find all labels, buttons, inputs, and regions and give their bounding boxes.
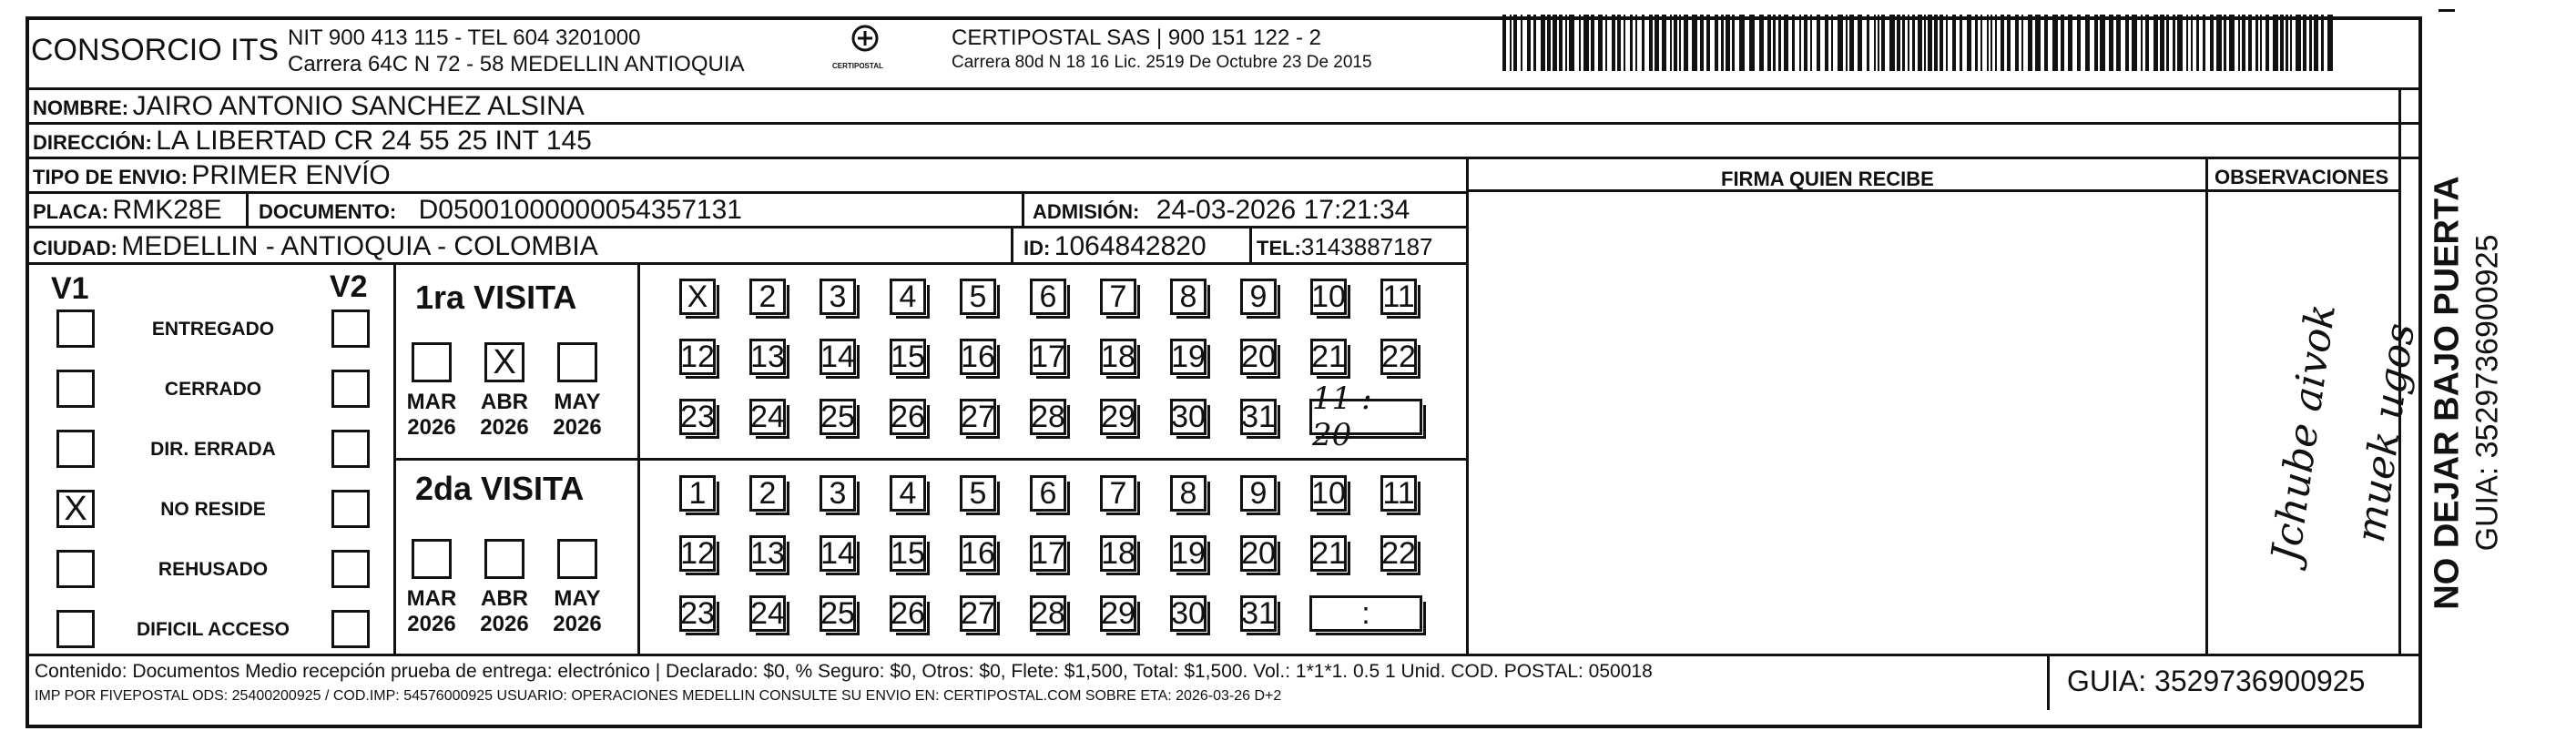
nombre-value: JAIRO ANTONIO SANCHEZ ALSINA (132, 91, 585, 121)
barcode-bar (2238, 15, 2240, 71)
barcode-bar (2061, 15, 2064, 71)
v1-checkbox-marked: X (56, 490, 95, 528)
visit1-title: 1ra VISITA (415, 279, 577, 316)
barcode-bar (2132, 15, 2137, 71)
v2-checkbox (331, 310, 370, 348)
visit2-month-year: 2026 (407, 612, 456, 636)
logo-text: CERTIPOSTAL (832, 62, 883, 70)
visit2-time-box: : (1309, 595, 1422, 632)
visit2-day-box: 9 (1240, 475, 1277, 512)
tel-row: TEL:3143887187 (1257, 233, 1433, 260)
barcode-bar (1908, 15, 1909, 71)
barcode-bar (1897, 15, 1900, 71)
visit2-day-box: 22 (1381, 535, 1416, 571)
barcode-bar (2035, 15, 2041, 71)
barcode-bar (1778, 15, 1781, 71)
visit1-day-box: 24 (750, 399, 785, 434)
barcode-bar (1924, 15, 1926, 71)
side-guia: GUIA: 3529736900925 (2469, 234, 2505, 552)
barcode-bar (1642, 15, 1644, 71)
visit1-day-box: 13 (750, 339, 785, 374)
barcode-bar (1502, 15, 1506, 71)
barcode-bar (1817, 15, 1820, 71)
barcode-bar (1881, 15, 1885, 71)
observaciones-handwriting-2: muek ugos (2347, 320, 2425, 546)
barcode-bar (2094, 15, 2098, 71)
v2-checkbox (331, 610, 370, 648)
barcode-bar (1649, 15, 1653, 71)
visit2-month-box (484, 539, 524, 579)
visit1-day-box: 10 (1311, 279, 1346, 314)
barcode-bar (2125, 15, 2129, 71)
barcode-bar (1547, 15, 1551, 71)
barcode-bar (2265, 15, 2269, 71)
barcode-bar (1804, 15, 1807, 71)
visit1-day-box: 12 (680, 339, 715, 374)
status-label: DIR. ERRADA (150, 439, 276, 460)
visit2-day-box: 24 (750, 595, 785, 631)
barcode-bar (1533, 15, 1536, 71)
visit1-day-box-marked: X (679, 279, 716, 315)
visit1-day-box: 20 (1241, 339, 1276, 374)
barcode-bar (1810, 15, 1812, 71)
visit1-month-year: 2026 (480, 415, 529, 440)
documento-value: D05001000000054357131 (418, 195, 742, 225)
visit1-time-box: 11 : 20 (1309, 399, 1422, 435)
barcode-bar (1527, 15, 1531, 71)
barcode-bar (1583, 15, 1589, 71)
barcode-bar (1784, 15, 1788, 71)
barcode-bar (1967, 15, 1971, 71)
barcode-bar (1715, 15, 1718, 71)
visit2-month-label: MAY (554, 586, 601, 611)
barcode-bar (1612, 15, 1615, 71)
barcode-bar (1767, 15, 1771, 71)
barcode-bar (2021, 15, 2023, 71)
barcode-bar (1980, 15, 1982, 71)
visit2-month-year: 2026 (553, 612, 602, 636)
tipo-row: TIPO DE ENVIO: PRIMER ENVÍO (33, 160, 391, 190)
barcode-bar (2145, 15, 2149, 71)
visit2-title: 2da VISITA (415, 470, 585, 507)
barcode-bar (2100, 15, 2105, 71)
barcode-bar (1521, 15, 1522, 71)
visit1-day-box: 6 (1030, 279, 1066, 315)
visit1-day-box: 15 (891, 339, 925, 374)
visit2-month-year: 2026 (480, 612, 529, 636)
visit2-day-box: 19 (1171, 535, 1206, 571)
visit1-day-box: 26 (891, 399, 925, 434)
barcode-bar (1912, 15, 1915, 71)
visit2-day-box: 16 (961, 535, 995, 571)
visit2-day-box: 27 (961, 595, 995, 631)
visit1-day-box: 19 (1171, 339, 1206, 374)
barcode-bar (2116, 15, 2121, 71)
barcode-bar (2280, 15, 2284, 71)
status-label: REHUSADO (158, 559, 269, 580)
barcode-bar (1624, 15, 1625, 71)
visit2-day-box: 5 (960, 475, 996, 512)
barcode-bar (1846, 15, 1848, 71)
visit2-day-box: 4 (890, 475, 926, 512)
barcode-bar (1553, 15, 1557, 71)
barcode-bar (1565, 15, 1567, 71)
barcode-bar (1510, 15, 1512, 71)
barcode-bar (2166, 15, 2169, 71)
placa-value: RMK28E (112, 195, 222, 225)
admision-row: ADMISIÓN: 24-03-2026 17:21:34 (1033, 195, 1410, 225)
v2-label: V2 (330, 269, 368, 304)
barcode-bar (2210, 15, 2214, 71)
barcode-bar (2141, 15, 2143, 71)
barcode-bar (1934, 15, 1938, 71)
tipo-value: PRIMER ENVÍO (191, 160, 391, 190)
barcode-bar (1513, 15, 1517, 71)
barcode-bar (2153, 15, 2158, 71)
barcode-bar (1889, 15, 1895, 71)
visit1-day-box: 7 (1100, 279, 1136, 315)
barcode-bar (1706, 15, 1710, 71)
barcode-bar (2242, 15, 2245, 71)
visit2-month-label: MAR (406, 586, 457, 611)
barcode-bar (2191, 15, 2193, 71)
visit2-day-box: 13 (750, 535, 785, 571)
visit1-day-box: 4 (890, 279, 926, 315)
barcode-bar (1670, 15, 1672, 71)
placa-row: PLACA: RMK28E (33, 195, 222, 225)
barcode-bar (1591, 15, 1594, 71)
visit1-month-box-marked: X (484, 342, 524, 382)
footer-guia: GUIA: 3529736900925 (2067, 665, 2366, 697)
barcode-bar (1928, 15, 1932, 71)
visit2-day-box: 11 (1380, 475, 1417, 512)
barcode-bar (1799, 15, 1801, 71)
visit2-month-label: ABR (481, 586, 528, 611)
barcode-bar (1700, 15, 1704, 71)
barcode-bar (2077, 15, 2081, 71)
ciudad-row: CIUDAD: MEDELLIN - ANTIOQUIA - COLOMBIA (33, 231, 598, 261)
visit1-month-year: 2026 (553, 415, 602, 440)
barcode-bar (2203, 15, 2205, 71)
documento-row: DOCUMENTO: D05001000000054357131 (259, 195, 742, 225)
barcode-bar (1630, 15, 1633, 71)
visit1-day-box: 27 (961, 399, 995, 434)
barcode-bar (2001, 15, 2004, 71)
barcode-bar (2007, 15, 2011, 71)
visit1-day-box: 29 (1101, 399, 1135, 434)
visit2-day-box: 18 (1101, 535, 1135, 571)
visit2-day-box: 23 (680, 595, 715, 631)
barcode-bar (2248, 15, 2252, 71)
barcode-bar (1849, 15, 1854, 71)
barcode-bar (1605, 15, 1607, 71)
visit1-month-year: 2026 (407, 415, 456, 440)
barcode-bar (2216, 15, 2222, 71)
barcode-bar (2028, 15, 2032, 71)
visit1-month-label: MAY (554, 390, 601, 414)
barcode-bar (2085, 15, 2090, 71)
visit1-day-box: 14 (820, 339, 855, 374)
visit1-day-box: 22 (1381, 339, 1416, 374)
barcode-bar (1749, 15, 1755, 71)
barcode-bar (1838, 15, 1843, 71)
barcode-bar (2286, 15, 2288, 71)
barcode-bar (2309, 15, 2312, 71)
barcode-bar (1726, 15, 1730, 71)
visit2-day-box: 6 (1030, 475, 1066, 512)
visit2-month-box (557, 539, 597, 579)
company-name: CONSORCIO ITS (31, 33, 280, 67)
address-line: Carrera 64C N 72 - 58 MEDELLIN ANTIOQUIA (288, 52, 745, 76)
v1-label: V1 (51, 271, 89, 306)
barcode-bar (1902, 15, 1905, 71)
visit2-day-box: 15 (891, 535, 925, 571)
visit1-month-label: ABR (481, 390, 528, 414)
tel-value: 3143887187 (1300, 233, 1433, 260)
status-label: CERRADO (164, 379, 262, 400)
visit1-day-box: 21 (1311, 339, 1346, 374)
visit1-day-box: 25 (820, 399, 855, 434)
barcode-bar (2314, 15, 2318, 71)
visit1-day-box: 16 (961, 339, 995, 374)
barcode (1502, 15, 2340, 73)
status-label: DIFICIL ACCESO (136, 619, 290, 640)
visit2-day-box: 2 (749, 475, 786, 512)
visit1-month-label: MAR (406, 390, 457, 414)
barcode-bar (1559, 15, 1563, 71)
barcode-bar (1598, 15, 1603, 71)
barcode-bar (2273, 15, 2278, 71)
footer-contenido: Contenido: Documentos Medio recepción prueba de entrega: electrónico | Declarado: $0, % Seguro: $0, Otros: $0, Flete: $1,500, Total: $1,500. Vol.: 1*1*1. 0.5 1 Unid. COD. POSTAL: 050018 (35, 661, 1653, 682)
barcode-bar (1995, 15, 1997, 71)
v2-checkbox (331, 550, 370, 588)
visit1-day-box: 18 (1101, 339, 1135, 374)
barcode-bar (1679, 15, 1681, 71)
barcode-bar (1991, 15, 1992, 71)
barcode-bar (1975, 15, 1978, 71)
v2-checkbox (331, 370, 370, 408)
status-label: ENTREGADO (151, 319, 275, 340)
barcode-bar (1684, 15, 1688, 71)
firma-header: FIRMA QUIEN RECIBE (1721, 167, 1934, 190)
visit2-day-box: 31 (1241, 595, 1276, 631)
barcode-bar (1635, 15, 1637, 71)
barcode-bar (1940, 15, 1943, 71)
visit2-day-box: 17 (1031, 535, 1065, 571)
visit2-day-box: 7 (1100, 475, 1136, 512)
barcode-bar (1867, 15, 1869, 71)
barcode-bar (1674, 15, 1677, 71)
barcode-bar (2160, 15, 2164, 71)
visit2-day-box: 28 (1031, 595, 1065, 631)
barcode-bar (2224, 15, 2226, 71)
barcode-bar (2229, 15, 2235, 71)
barcode-bar (1569, 15, 1574, 71)
barcode-bar (1831, 15, 1833, 71)
barcode-bar (2260, 15, 2262, 71)
barcode-bar (2186, 15, 2188, 71)
v1-checkbox (56, 610, 95, 648)
barcode-bar (1739, 15, 1745, 71)
visit1-day-box: 5 (960, 279, 996, 315)
barcode-bar (1541, 15, 1545, 71)
v1-checkbox (56, 310, 95, 348)
visit1-month-box (412, 342, 452, 382)
barcode-bar (1987, 15, 1989, 71)
barcode-bar (2321, 15, 2324, 71)
visit2-day-box: 14 (820, 535, 855, 571)
id-value: 1064842820 (1054, 231, 1207, 261)
barcode-bar (2296, 15, 2301, 71)
visit2-day-box: 10 (1311, 475, 1346, 511)
barcode-bar (2068, 15, 2072, 71)
visit1-day-box: 17 (1031, 339, 1065, 374)
barcode-bar (1825, 15, 1828, 71)
barcode-bar (2327, 15, 2333, 71)
barcode-bar (1946, 15, 1948, 71)
corner-mark (2439, 9, 2455, 12)
barcode-bar (1721, 15, 1724, 71)
observaciones-handwriting-1: Jchube aivok (2262, 300, 2346, 565)
visit2-day-box: 12 (680, 535, 715, 571)
visit1-day-box: 2 (749, 279, 786, 315)
barcode-bar (1858, 15, 1862, 71)
visit1-month-box (557, 342, 597, 382)
barcode-bar (1579, 15, 1581, 71)
visit2-day-box: 30 (1171, 595, 1206, 631)
visit1-day-box: 30 (1171, 399, 1206, 434)
id-row: ID: 1064842820 (1023, 231, 1207, 261)
visit1-day-box: 11 (1380, 279, 1417, 315)
v2-checkbox (331, 490, 370, 528)
barcode-bar (1617, 15, 1621, 71)
barcode-bar (2196, 15, 2199, 71)
barcode-bar (1960, 15, 1962, 71)
v1-checkbox (56, 550, 95, 588)
visit1-day-box: 3 (820, 279, 856, 315)
status-label: NO RESIDE (160, 499, 266, 520)
visit2-day-box: 21 (1311, 535, 1346, 571)
barcode-bar (1732, 15, 1735, 71)
barcode-bar (2290, 15, 2292, 71)
barcode-bar (2044, 15, 2048, 71)
side-warning: NO DEJAR BAJO PUERTA (2428, 176, 2467, 610)
v2-checkbox (331, 430, 370, 468)
barcode-bar (1655, 15, 1659, 71)
v1-checkbox (56, 370, 95, 408)
nit-line: NIT 900 413 115 - TEL 604 3201000 (288, 25, 641, 50)
barcode-bar (1792, 15, 1795, 71)
nombre-row: NOMBRE: JAIRO ANTONIO SANCHEZ ALSINA (33, 91, 585, 121)
observaciones-header: OBSERVACIONES (2215, 166, 2389, 188)
barcode-bar (1918, 15, 1922, 71)
barcode-bar (2255, 15, 2258, 71)
barcode-bar (1874, 15, 1876, 71)
admision-value: 24-03-2026 17:21:34 (1156, 195, 1410, 225)
barcode-bar (2052, 15, 2058, 71)
visit2-day-box: 1 (679, 475, 716, 512)
barcode-bar (2109, 15, 2113, 71)
barcode-bar (1662, 15, 1666, 71)
barcode-bar (1759, 15, 1764, 71)
barcode-bar (1773, 15, 1776, 71)
visit2-month-box (412, 539, 452, 579)
barcode-bar (2015, 15, 2019, 71)
v1-checkbox (56, 430, 95, 468)
direccion-value: LA LIBERTAD CR 24 55 25 INT 145 (156, 126, 592, 156)
visit2-day-box: 25 (820, 595, 855, 631)
visit1-day-box: 31 (1241, 399, 1276, 434)
visit2-day-box: 3 (820, 475, 856, 512)
visit1-day-box: 23 (680, 399, 715, 434)
visit1-day-box: 28 (1031, 399, 1065, 434)
certipostal-address: Carrera 80d N 18 16 Lic. 2519 De Octubre 23 De 2015 (952, 53, 1372, 72)
certipostal-line: CERTIPOSTAL SAS | 900 151 122 - 2 (952, 25, 1321, 50)
direccion-row: DIRECCIÓN: LA LIBERTAD CR 24 55 25 INT 145 (33, 126, 592, 156)
visit2-day-box: 8 (1170, 475, 1207, 512)
barcode-bar (2177, 15, 2183, 71)
ciudad-value: MEDELLIN - ANTIOQUIA - COLOMBIA (121, 231, 598, 261)
footer-imp: IMP POR FIVEPOSTAL ODS: 25400200925 / COD.IMP: 54576000925 USUARIO: OPERACIONES MEDELLIN CONSULTE SU ENVIO EN: CERTIPOSTAL.COM SOBRE ETA: 2026-03-26 D+2 (35, 688, 1282, 704)
visit2-day-box: 20 (1241, 535, 1276, 571)
barcode-bar (1692, 15, 1697, 71)
barcode-bar (2303, 15, 2306, 71)
visit1-day-box: 8 (1170, 279, 1207, 315)
barcode-bar (1952, 15, 1956, 71)
visit1-day-box: 9 (1240, 279, 1277, 315)
visit2-day-box: 26 (891, 595, 925, 631)
barcode-bar (2173, 15, 2175, 71)
barcode-bar (1878, 15, 1879, 71)
certipostal-logo-icon (838, 24, 892, 62)
visit2-day-box: 29 (1101, 595, 1135, 631)
